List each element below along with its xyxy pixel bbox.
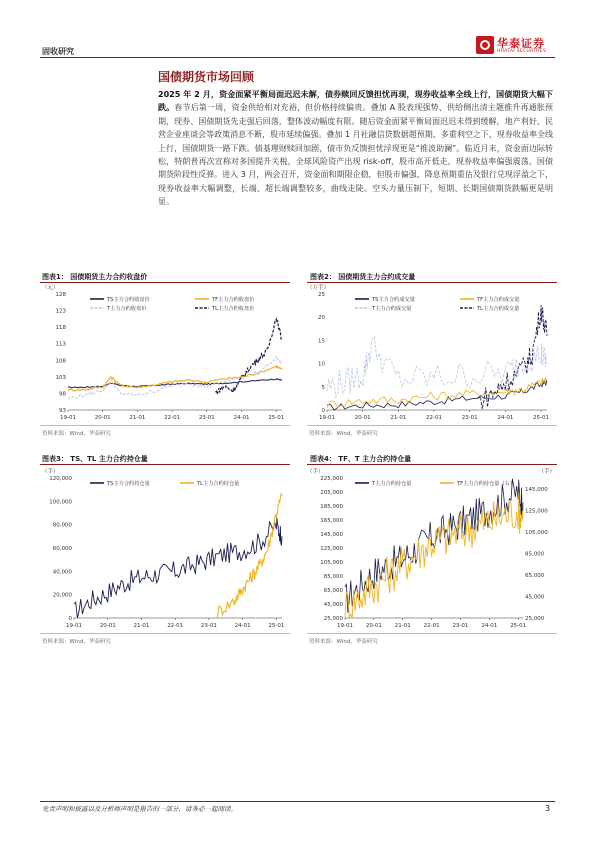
- series-line: [327, 381, 547, 410]
- series-line: [345, 479, 523, 613]
- legend-label: TS主力合约持仓量: [107, 481, 150, 487]
- figure-4-rule: [307, 464, 557, 465]
- y-tick-label: 20: [318, 315, 325, 322]
- legend-label: TS主力合约收盘价: [107, 297, 150, 303]
- huatai-logo-mark-icon: [476, 36, 494, 54]
- y-tick-label: 100,000: [49, 499, 72, 506]
- x-tick-label: 20-01: [365, 623, 382, 629]
- logo-english-name: HUATAI SECURITIES: [497, 49, 547, 54]
- y-tick-label: 85,000: [323, 574, 343, 580]
- x-tick-label: 25-01: [268, 623, 285, 629]
- y-tick-label: 165,000: [320, 518, 343, 524]
- x-tick-label: 22-01: [167, 623, 184, 629]
- y2-tick-label: 65,000: [525, 572, 545, 579]
- x-tick-label: 24-01: [233, 415, 250, 421]
- figure-3-rule: [40, 464, 290, 465]
- y-tick-label: 113: [55, 341, 66, 348]
- figure-1-bottom-rule: [40, 425, 290, 426]
- y-tick-label: 103: [55, 374, 66, 381]
- x-tick-label: 25-01: [533, 415, 550, 421]
- y-tick-label: 120,000: [49, 476, 72, 482]
- legend-label: TL主力合约成交量: [477, 306, 520, 312]
- x-tick-label: 24-01: [481, 623, 498, 629]
- figure-1-title: 图表1： 国债期货主力合约收盘价: [42, 273, 148, 281]
- header-section-label: 固收研究: [42, 47, 74, 56]
- x-tick-label: 20-01: [99, 623, 116, 629]
- x-tick-label: 23-01: [461, 415, 478, 421]
- x-tick-label: 20-01: [94, 415, 111, 421]
- figure-1-chart: [40, 284, 292, 424]
- y-axis-unit-label: （元）: [42, 285, 59, 291]
- y-tick-label: 25,000: [323, 616, 343, 622]
- x-tick-label: 22-01: [164, 415, 181, 421]
- y-tick-label: 185,000: [320, 504, 343, 510]
- y-axis-unit-label: （手）: [42, 469, 59, 475]
- x-tick-label: 21-01: [129, 415, 146, 421]
- header-divider: [40, 57, 555, 58]
- legend-label: TL主力合约持仓量: [197, 481, 240, 487]
- y-tick-label: 205,000: [320, 490, 343, 496]
- x-tick-label: 23-01: [452, 623, 469, 629]
- y-tick-label: 105,000: [320, 560, 343, 566]
- y-tick-label: 20,000: [52, 592, 72, 599]
- y2-tick-label: 85,000: [525, 551, 545, 558]
- x-tick-label: 24-01: [234, 623, 251, 629]
- legend-label: TL主力合约收盘价: [212, 306, 255, 312]
- figure-4-source: 资料来源：Wind，华泰研究: [309, 639, 378, 645]
- footer-divider: [40, 801, 555, 802]
- series-line: [68, 357, 282, 399]
- figure-1-source: 资料来源：Wind，华泰研究: [42, 431, 111, 437]
- x-tick-label: 21-01: [394, 623, 411, 629]
- figure-3-title: 图表3： TS、TL 主力合约持仓量: [42, 455, 148, 463]
- y-tick-label: 98: [59, 391, 66, 398]
- figure-4-bottom-rule: [307, 633, 557, 634]
- legend-label: T主力合约成交量: [372, 306, 412, 312]
- x-tick-label: 19-01: [319, 415, 335, 421]
- figure-2-source: 资料来源：Wind，华泰研究: [309, 431, 378, 437]
- x-tick-label: 21-01: [133, 623, 150, 629]
- y-tick-label: 123: [55, 308, 66, 315]
- series-line: [68, 379, 282, 388]
- page-number: 3: [545, 804, 551, 813]
- y2-tick-label: 145,000: [525, 486, 548, 493]
- series-line: [68, 366, 282, 391]
- y-axis-unit-label: （万手）: [307, 285, 330, 291]
- y2-tick-label: 125,000: [525, 508, 548, 515]
- x-tick-label: 24-01: [497, 415, 514, 421]
- x-tick-label: 23-01: [198, 415, 215, 421]
- y-tick-label: 225,000: [320, 476, 343, 482]
- x-tick-label: 25-01: [510, 623, 527, 629]
- y2-tick-label: 45,000: [525, 594, 545, 601]
- figure-3-chart: [40, 466, 292, 632]
- logo-chinese-name: 华泰证券: [497, 37, 545, 50]
- x-tick-label: 22-01: [423, 623, 440, 629]
- figure-3-source: 资料来源：Wind，华泰研究: [42, 639, 111, 645]
- y-tick-label: 125,000: [320, 546, 343, 552]
- huatai-logo: [476, 34, 556, 58]
- legend-label: T主力合约持仓量: [372, 481, 412, 487]
- y-tick-label: 40,000: [52, 569, 72, 576]
- figure-4-chart: [305, 466, 557, 632]
- legend-label: T主力合约收盘价: [107, 306, 147, 312]
- x-tick-label: 19-01: [66, 623, 82, 629]
- x-tick-label: 25-01: [268, 415, 285, 421]
- footer-disclaimer: 免责声明和披露以及分析师声明是报告的一部分，请务必一起阅读。: [42, 805, 237, 813]
- y2-tick-label: 25,000: [525, 616, 545, 622]
- legend-label: TF主力合约收盘价: [212, 297, 255, 303]
- y-tick-label: 145,000: [320, 532, 343, 538]
- figure-4-title: 图表4： TF、T 主力合约持仓量: [310, 455, 412, 463]
- section-lead-bold: 2025 年 2 月，资金面紧平衡局面迟迟未解，债券赎回反馈担忧再现，现券收益率全线上行，国债期货大幅下跌。: [158, 90, 553, 113]
- y-tick-label: 65,000: [323, 588, 343, 594]
- y-tick-label: 45,000: [323, 602, 343, 608]
- y-tick-label: 15: [318, 338, 325, 345]
- y-tick-label: 5: [321, 384, 325, 391]
- section-title: 国债期货市场回顾: [158, 70, 255, 84]
- figure-2-bottom-rule: [307, 425, 557, 426]
- figure-2-rule: [307, 282, 557, 283]
- legend-label: TF主力合约持仓量（右）: [457, 481, 516, 487]
- y-tick-label: 60,000: [52, 546, 72, 552]
- x-tick-label: 19-01: [60, 415, 76, 421]
- y-tick-label: 10: [318, 361, 325, 368]
- y-tick-label: 118: [55, 325, 66, 332]
- y-tick-label: 108: [55, 358, 66, 365]
- series-line: [74, 518, 282, 618]
- section-body: [158, 88, 553, 209]
- x-tick-label: 19-01: [337, 623, 353, 629]
- figure-2-chart: [305, 284, 557, 424]
- y-axis-unit-label: （手）: [307, 469, 324, 475]
- series-line: [217, 494, 282, 618]
- y-tick-label: 80,000: [52, 522, 72, 529]
- figure-1-rule: [40, 282, 290, 283]
- y-tick-label: 0: [68, 616, 72, 622]
- figure-2-title: 图表2： 国债期货主力合约成交量: [310, 273, 416, 281]
- x-tick-label: 21-01: [390, 415, 407, 421]
- section-body-text: 春节后第一周，资金供给相对充裕，但价格持续偏贵。叠加 A 股表现强势、供给侧出清主题推升再通胀预期，现券、国债期货先走强后回落，整体波动幅度有限。随后资金面紧平衡局面迟迟未得到缓解，地产利好、民营企业座谈会等政策消息不断，股市延续偏强。叠加 1 月社融信贷数据超预期，多重利空之下，现券收益率全线上行，国债期货一路下跌。债基理财赎回加剧，债市负反馈担忧浮现更是“推波助澜”。临近月末，资金面边际转松，特朗普再次宣称对多国提升关税，全球风险资产出现 risk-off，股市高开低走，现券收益率偏强震荡，国债期货阶段性反弹。进入 3 月，两会召开，资金面和期限企稳，但股市偏强、降息预期重估及银行兑现浮盈之下，现券收益率大幅调整，长端、超长端调整较多，曲线走陡。空头力量压制下，短期、长期国债期货跌幅更是明显。: [158, 103, 553, 207]
- legend-label: TF主力合约成交量: [477, 297, 520, 303]
- x-tick-label: 23-01: [200, 623, 217, 629]
- y-tick-label: 128: [55, 292, 66, 298]
- y-tick-label: 0: [321, 408, 325, 414]
- y2-axis-unit-label: （手）: [538, 469, 555, 475]
- y-tick-label: 93: [59, 408, 66, 414]
- legend-label: TS主力合约成交量: [372, 297, 415, 303]
- series-line: [479, 305, 547, 409]
- series-line: [327, 337, 547, 398]
- y-tick-label: 25: [318, 292, 325, 298]
- y2-tick-label: 105,000: [525, 529, 548, 536]
- figure-3-bottom-rule: [40, 633, 290, 634]
- x-tick-label: 22-01: [426, 415, 443, 421]
- x-tick-label: 20-01: [354, 415, 371, 421]
